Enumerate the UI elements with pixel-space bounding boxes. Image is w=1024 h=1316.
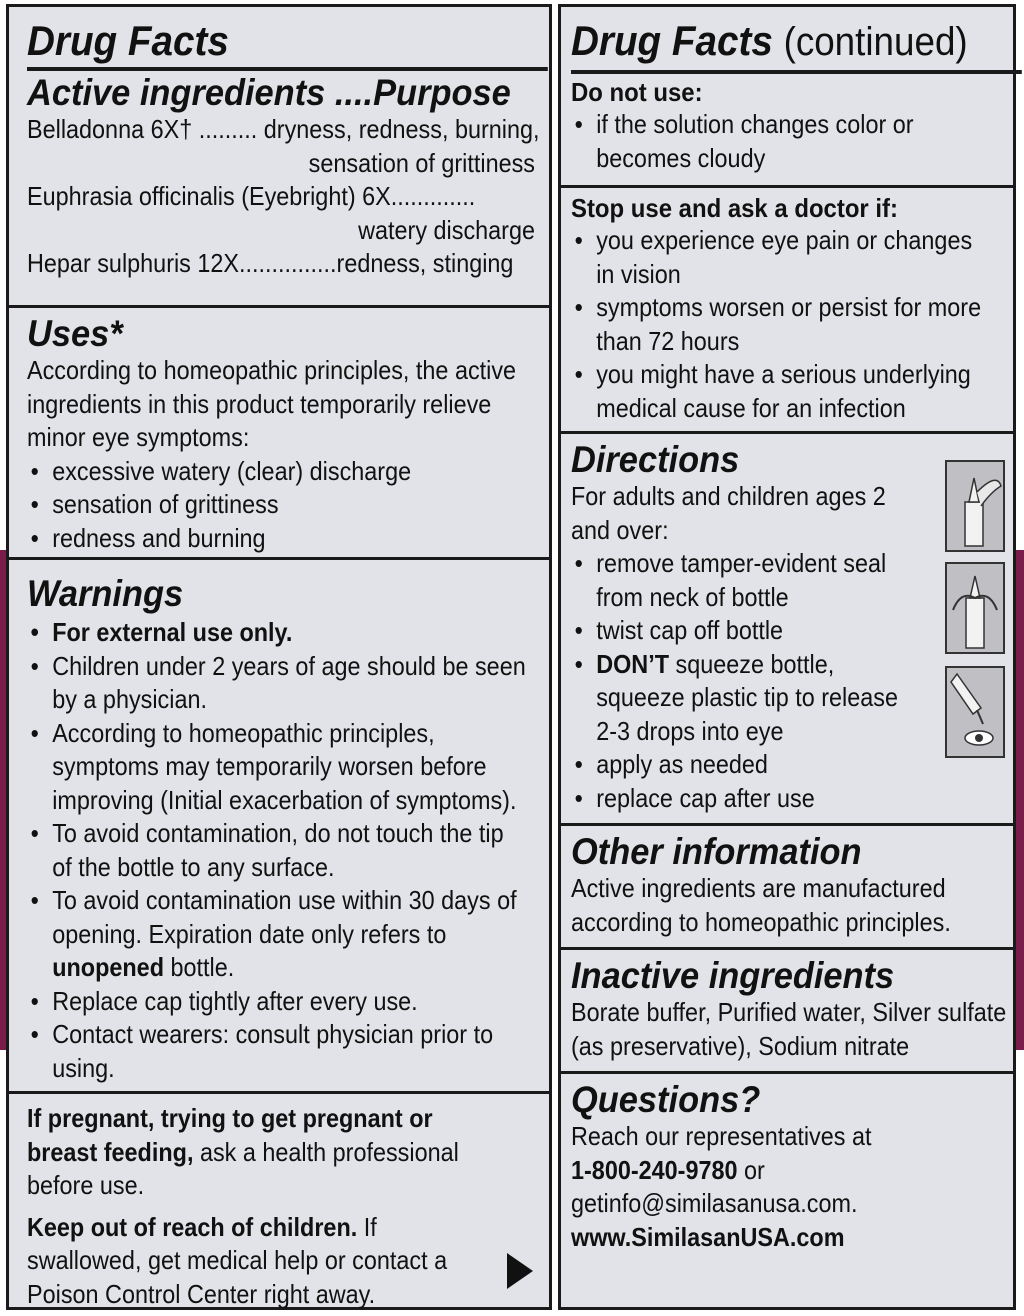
background-strip-right [1016,550,1024,1050]
remove-seal-illustration-icon [945,460,1005,552]
phone-number: 1-800-240-9780 or [571,1154,765,1185]
directions-line: For adults and children ages 2 [571,481,886,511]
ingredient-euphrasia-purpose: watery discharge [358,214,535,245]
uses-item: • redness and burning [27,522,484,556]
warning-item: • For external use only. [27,616,484,650]
continue-arrow-icon [507,1253,533,1289]
directions-item: • replace cap after use [571,782,958,816]
website-link: www.SimilasanUSA.com [571,1221,845,1252]
do-not-use-item: • if the solution changes color or becomes cloudy [571,108,958,175]
pregnancy-line-1: If pregnant, trying to get pregnant or [27,1103,433,1133]
directions-item: • apply as needed [571,748,958,782]
other-information-heading: Other information [571,831,862,872]
uses-line: ingredients in this product temporarily relieve [27,388,492,419]
inactive-ingredients-line: (as preservative), Sodium nitrate [571,1030,910,1061]
reach-line-3: Poison Control Center right away. [27,1278,376,1309]
drug-facts-title: Drug Facts [27,17,229,64]
ingredient-euphrasia: Euphrasia officinalis (Eyebright) 6X............. [27,181,476,211]
uses-list [27,455,535,556]
warnings-section [9,557,549,1091]
warning-item: • To avoid contamination use within 30 days of opening. Expiration date only refers to unopened bottle. [27,884,484,985]
drug-facts-right-panel [558,4,1016,1310]
questions-section [561,1071,1013,1307]
stop-use-heading: Stop use and ask a doctor if: [571,193,898,223]
uses-line: minor eye symptoms: [27,422,250,452]
warning-item: • Contact wearers: consult physician prior to using. [27,1018,484,1085]
pregnancy-line-3: before use. [27,1170,145,1200]
stop-use-item: • you might have a serious underlying medical cause for an infection [571,358,958,425]
uses-line: According to homeopathic principles, the active [27,355,517,385]
reach-line-1: Keep out of reach of children. If [27,1211,377,1242]
questions-line: Reach our representatives at [571,1121,872,1151]
directions-item: • twist cap off bottle [571,614,958,648]
ingredient-belladonna: Belladonna 6X† ......... dryness, redness, burning, [27,114,540,144]
active-ingredients-heading: Active ingredients ....Purpose [27,67,548,113]
directions-section [561,431,1013,823]
other-information-line: according to homeopathic principles. [571,906,951,937]
inactive-ingredients-section [561,947,1013,1071]
stop-use-item: • symptoms worsen or persist for more than 72 hours [571,291,958,358]
drug-facts-left-panel [6,4,552,1310]
inactive-ingredients-line: Borate buffer, Purified water, Silver sulfate [571,997,1007,1027]
do-not-use-section [561,7,1013,185]
stop-use-section [561,185,1013,431]
do-not-use-list [571,108,1001,175]
twist-cap-illustration-icon [945,562,1005,654]
warning-item: • To avoid contamination, do not touch the tip of the bottle to any surface. [27,817,484,884]
warning-item: • Children under 2 years of age should be seen by a physician. [27,650,484,717]
pregnancy-line-2: breast feeding, ask a health professional [27,1136,459,1167]
uses-heading: Uses* [27,313,123,354]
ingredient-hepar: Hepar sulphuris 12X...............redness, stinging [27,248,514,278]
stop-use-list [571,224,1001,425]
stop-use-item: • you experience eye pain or changes in vision [571,224,958,291]
directions-line: and over: [571,514,669,545]
uses-item: • excessive watery (clear) discharge [27,455,484,489]
do-not-use-heading: Do not use: [571,70,1022,108]
drug-facts-continued-title: Drug Facts (continued) [571,17,968,64]
directions-item: • remove tamper-evident seal from neck of bottle [571,547,958,614]
uses-item: • sensation of grittiness [27,488,484,522]
ingredient-belladonna-extra: sensation of grittiness [308,147,535,178]
reach-line-2: swallowed, get medical help or contact a [27,1245,448,1275]
email-address: getinfo@similasanusa.com. [571,1188,858,1218]
warning-item: • According to homeopathic principles, symptoms may temporarily worsen before improving (Initial exacerbation of symptoms). [27,717,484,818]
other-information-line: Active ingredients are manufactured [571,873,946,903]
directions-heading: Directions [571,439,740,480]
uses-section [9,305,549,557]
directions-list [571,547,1001,815]
active-ingredients-section [9,7,549,305]
questions-heading: Questions? [571,1079,761,1120]
other-information-section [561,823,1013,947]
inactive-ingredients-heading: Inactive ingredients [571,955,895,996]
pregnancy-reach-section [9,1091,549,1307]
warning-item: • Replace cap tightly after every use. [27,985,484,1019]
warnings-heading: Warnings [27,573,184,614]
directions-item: • DON’T squeeze bottle, squeeze plastic tip to release 2-3 drops into eye [571,648,958,749]
warnings-list [27,616,535,1085]
squeeze-tip-illustration-icon [945,666,1005,758]
